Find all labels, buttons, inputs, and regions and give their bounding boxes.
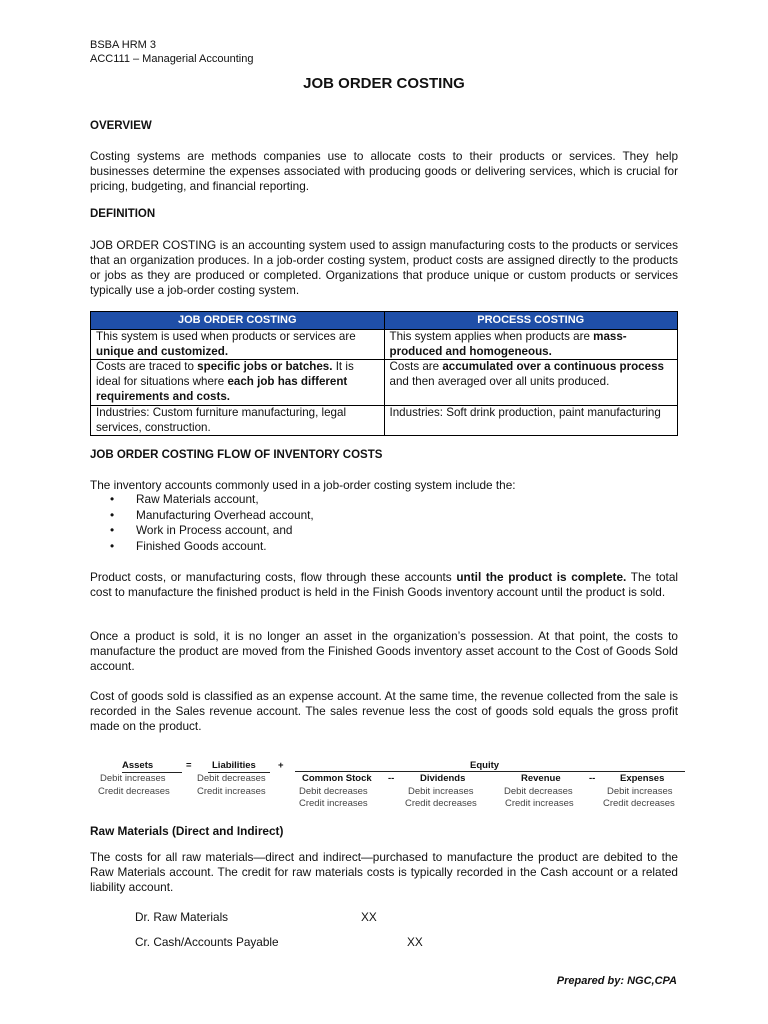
overview-text: Costing systems are methods companies use to allocate costs to their products or services. They help businesses determine the expenses associated with producing goods or delivering services, which is crucial for pricing, budgeting, and financial reporting. bbox=[90, 149, 678, 193]
list-item-text: Finished Goods account. bbox=[136, 538, 267, 553]
cell-text: This system is used when products or services are bbox=[96, 329, 356, 343]
plus-sign: + bbox=[278, 760, 284, 771]
dividends-debit: Debit increases bbox=[408, 786, 474, 797]
cell-text: and then averaged over all units produced. bbox=[389, 375, 610, 389]
table-row bbox=[91, 405, 678, 436]
list-item bbox=[110, 538, 314, 555]
definition-text: JOB ORDER COSTING is an accounting system used to assign manufacturing costs to the products or services that an organization produces. In a job-order costing system, product costs are assigned directly to the products or jobs as they are produced or completed. Organizations that produce unique or custom products or services typically use a job-order costing system. bbox=[90, 238, 678, 297]
definition-heading: DEFINITION bbox=[90, 208, 156, 220]
table-cell bbox=[91, 360, 385, 405]
table-row bbox=[91, 360, 678, 405]
equity-label: Equity bbox=[470, 760, 500, 771]
bullet-icon: • bbox=[110, 507, 115, 522]
list-item bbox=[110, 523, 314, 539]
course-code: BSBA HRM 3 bbox=[90, 39, 157, 51]
cell-text: It is ideal for situations where bbox=[96, 360, 354, 389]
list-item-text: Manufacturing Overhead account, bbox=[136, 507, 314, 522]
journal-debit-label: Dr. Raw Materials bbox=[135, 910, 229, 924]
cell-emphasis: accumulated over a continuous process bbox=[442, 360, 664, 374]
revenue-label: Revenue bbox=[521, 773, 561, 784]
table-header-row bbox=[91, 312, 678, 330]
assets-credit: Credit decreases bbox=[98, 786, 170, 797]
cell-text: Costs are bbox=[389, 360, 443, 374]
raw-materials-heading: Raw Materials (Direct and Indirect) bbox=[90, 824, 284, 838]
dash-separator: -- bbox=[388, 773, 395, 784]
list-item-text: Raw Materials account, bbox=[136, 492, 259, 506]
cell-emphasis: specific jobs or batches. bbox=[197, 360, 333, 374]
paragraph-emphasis: until the product is complete. bbox=[456, 570, 627, 584]
dividends-label: Dividends bbox=[420, 773, 466, 784]
table-cell bbox=[384, 329, 678, 360]
paragraph-text: The total cost to manufacture the finished product is held in the Finish Goods inventory account until the product is sold. bbox=[90, 570, 679, 599]
page-title: JOB ORDER COSTING bbox=[303, 75, 465, 92]
list-item bbox=[110, 492, 314, 508]
cell-emphasis: each job has different requirements and costs. bbox=[96, 375, 348, 403]
list-item bbox=[110, 507, 314, 524]
table-row bbox=[91, 329, 678, 360]
common-stock-debit: Debit decreases bbox=[299, 786, 368, 797]
overview-heading: OVERVIEW bbox=[90, 120, 152, 132]
assets-label: Assets bbox=[122, 760, 154, 771]
expenses-debit: Debit increases bbox=[607, 786, 673, 797]
assets-debit: Debit increases bbox=[100, 773, 166, 784]
cell-emphasis: mass-produced and homogeneous. bbox=[389, 329, 627, 358]
revenue-debit: Debit decreases bbox=[504, 786, 573, 797]
bullet-icon: • bbox=[110, 523, 115, 537]
header-process: PROCESS COSTING bbox=[384, 312, 678, 330]
cell-text: This system applies when products are bbox=[389, 329, 594, 343]
flow-heading: JOB ORDER COSTING FLOW OF INVENTORY COSTS bbox=[90, 449, 383, 461]
liabilities-debit: Debit decreases bbox=[197, 773, 266, 784]
equity-rule bbox=[295, 771, 685, 772]
table-cell: Industries: Soft drink production, paint manufacturing bbox=[384, 405, 678, 436]
cell-text: Costs are traced to bbox=[96, 360, 198, 374]
header-job-order: JOB ORDER COSTING bbox=[91, 312, 385, 330]
list-item-text: Work in Process account, and bbox=[136, 523, 293, 537]
journal-debit-amount: XX bbox=[361, 910, 377, 924]
flow-paragraph-2: Once a product is sold, it is no longer an asset in the organization’s possession. At that point, the costs to manufacture the product are moved from the Finished Goods inventory asset account to the Cost of Goods Sold account. bbox=[90, 629, 678, 673]
liabilities-label: Liabilities bbox=[212, 760, 256, 771]
course-title: ACC111 – Managerial Accounting bbox=[90, 53, 254, 65]
revenue-credit: Credit increases bbox=[505, 798, 574, 809]
table-cell bbox=[384, 360, 678, 405]
table-cell bbox=[91, 329, 385, 360]
bullet-icon: • bbox=[110, 538, 115, 553]
table-cell: Industries: Custom furniture manufacturing, legal services, construction. bbox=[91, 405, 385, 436]
expenses-credit: Credit decreases bbox=[603, 798, 675, 809]
raw-materials-text: The costs for all raw materials—direct and indirect—purchased to manufacture the product are debited to the Raw Materials account. The credit for raw materials costs is typically recorded in the Cash account or a related liability account. bbox=[90, 850, 678, 894]
flow-paragraph-1 bbox=[90, 570, 678, 600]
journal-credit-label: Cr. Cash/Accounts Payable bbox=[135, 935, 279, 949]
liabilities-credit: Credit increases bbox=[197, 786, 266, 797]
equals-sign: = bbox=[186, 760, 192, 771]
journal-credit-amount: XX bbox=[407, 935, 423, 949]
prepared-by: Prepared by: NGC,CPA bbox=[556, 975, 677, 987]
paragraph-text: Product costs, or manufacturing costs, flow through these accounts bbox=[90, 570, 457, 584]
flow-paragraph-3: Cost of goods sold is classified as an expense account. At the same time, the revenue collected from the sale is recorded in the Sales revenue account. The sales revenue less the cost of goods sold equals the gross profit made on the product. bbox=[90, 689, 678, 733]
inventory-account-list bbox=[90, 492, 314, 554]
flow-intro: The inventory accounts commonly used in a job-order costing system include the: bbox=[90, 478, 516, 492]
dividends-credit: Credit decreases bbox=[405, 798, 477, 809]
expenses-label: Expenses bbox=[620, 773, 665, 784]
common-stock-label: Common Stock bbox=[302, 773, 372, 784]
common-stock-credit: Credit increases bbox=[299, 798, 368, 809]
cell-emphasis: unique and customized. bbox=[96, 344, 229, 358]
comparison-table bbox=[90, 311, 678, 436]
bullet-icon: • bbox=[110, 492, 115, 506]
dash-separator: -- bbox=[589, 773, 596, 784]
